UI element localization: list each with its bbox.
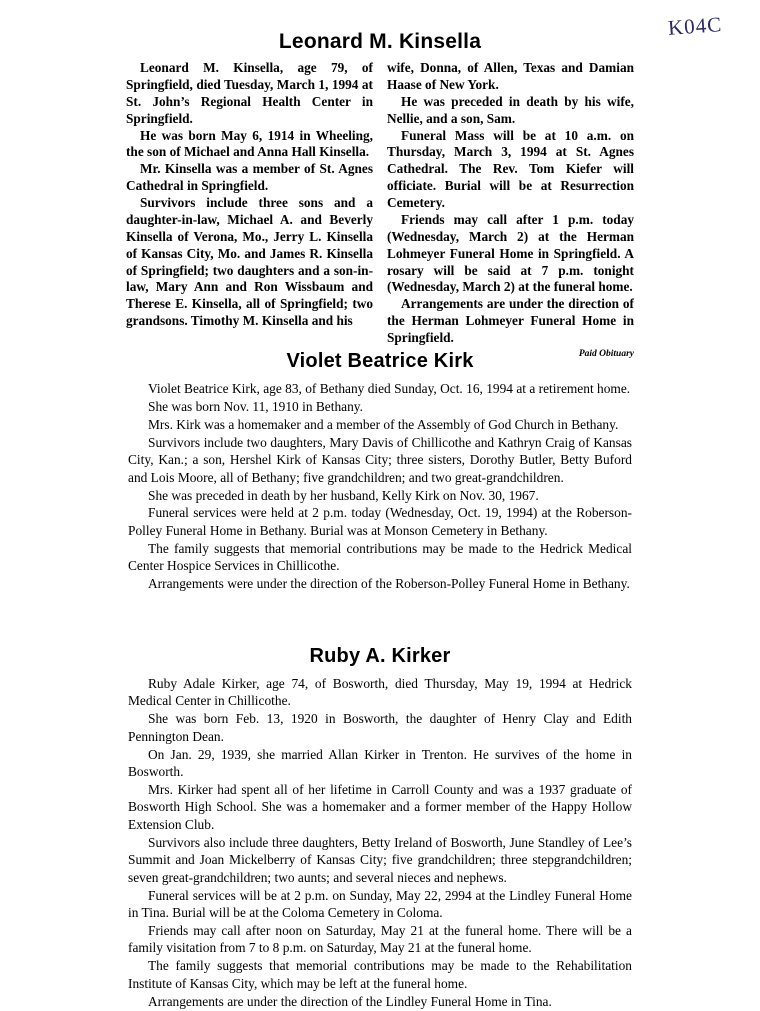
obituary-title-kirk: Violet Beatrice Kirk — [286, 350, 474, 372]
obituary-kinsella — [0, 30, 760, 360]
paragraph: Survivors include three sons and a daughter-in-law, Michael A. and Beverly Kinsella of Verona, Mo., Jerry L. Kinsella of Kansas City, Mo. and James R. Kinsella of Springfield; two daughters and a son-in-law, Mary Ann and Ron Wissbaum and Therese E. Kinsella, all of Springfield; two grandsons. Timothy M. Kinsella and his — [126, 195, 373, 329]
paragraph: She was born Feb. 13, 1920 in Bosworth, the daughter of Henry Clay and Edith Pennington Dean. — [128, 711, 632, 744]
paragraph: The family suggests that memorial contributions may be made to the Rehabilitation Institute of Kansas City, which may be left at the funeral home. — [128, 958, 632, 991]
handwritten-catalog-mark: K04C — [667, 12, 723, 40]
paragraph: Ruby Adale Kirker, age 74, of Bosworth, died Thursday, May 19, 1994 at Hedrick Medical Center in Chillicothe. — [128, 676, 632, 709]
paragraph: She was preceded in death by her husband, Kelly Kirk on Nov. 30, 1967. — [148, 487, 539, 503]
paragraph: Funeral services were held at 2 p.m. today (Wednesday, Oct. 19, 1994) at the Roberson-Polley Funeral Home in Bethany. Burial was at Monson Cemetery in Bethany. — [128, 505, 632, 538]
obituary-kirk — [0, 350, 760, 593]
obituary-kirker — [0, 645, 760, 1011]
paragraph: He was born May 6, 1914 in Wheeling, the son of Michael and Anna Hall Kinsella. — [126, 127, 373, 160]
paragraph: Funeral Mass will be at 10 a.m. on Thursday, March 3, 1994 at St. Agnes Cathedral. The Rev. Tom Kiefer will officiate. Burial will be at Resurrection Cemetery. — [387, 127, 634, 210]
obituary-kinsella-column-right — [387, 60, 634, 360]
paragraph: Leonard M. Kinsella, age 79, of Springfield, died Tuesday, March 1, 1994 at St. John’s Regional Health Center in Springfield. — [126, 60, 373, 126]
paragraph: Survivors also include three daughters, Betty Ireland of Bosworth, June Standley of Lee’s Summit and Joan Mickelberry of Kansas City; five grandchildren; three stepgrandchildren; seven great-grandchildren; two aunts; and several nieces and nephews. — [128, 834, 632, 885]
obituary-kirker-body — [128, 675, 632, 1010]
paragraph: She was born Nov. 11, 1910 in Bethany. — [148, 398, 363, 414]
paragraph: Violet Beatrice Kirk, age 83, of Bethany died Sunday, Oct. 16, 1994 at a retirement home. — [148, 381, 631, 396]
paid-obituary-note: Paid Obituary — [578, 348, 634, 359]
obituary-title-kirker: Ruby A. Kirker — [309, 645, 451, 667]
paragraph: Survivors include two daughters, Mary Davis of Chillicothe and Kathryn Craig of Kansas City, Kan.; a son, Hershel Kirk of Kansas City; three sisters, Dorothy Butler, Betty Buford and Lois Moore, all of Bethany; five grandchildren; and two great-grandchildren. — [128, 434, 632, 485]
paragraph: Mrs. Kirk was a homemaker and a member of the Assembly of God Church in Bethany. — [148, 416, 619, 432]
paragraph: The family suggests that memorial contributions may be made to the Hedrick Medical Center Hospice Services in Chillicothe. — [128, 540, 632, 574]
paragraph: Arrangements were under the direction of the Roberson-Polley Funeral Home in Bethany. — [148, 576, 630, 592]
paragraph: wife, Donna, of Allen, Texas and Damian Haase of New York. — [387, 60, 634, 92]
paragraph: Friends may call after noon on Saturday, May 21 at the funeral home. There will be a family visitation from 7 to 8 p.m. on Saturday, May 21 at the funeral home. — [128, 922, 632, 956]
paragraph: Mrs. Kirker had spent all of her lifetime in Carroll County and was a 1937 graduate of Bosworth High School. She was a homemaker and a former member of the Happy Hollow Extension Club. — [128, 782, 632, 832]
paragraph: Mr. Kinsella was a member of St. Agnes Cathedral in Springfield. — [126, 161, 373, 194]
paragraph: Arrangements are under the direction of the Herman Lohmeyer Funeral Home in Springfield. — [387, 296, 634, 345]
obituary-title-kinsella: Leonard M. Kinsella — [278, 30, 482, 53]
paragraph: On Jan. 29, 1939, she married Allan Kirker in Trenton. He survives of the home in Bosworth. — [128, 746, 632, 780]
obituary-kirk-body — [128, 380, 632, 593]
paragraph: He was preceded in death by his wife, Nellie, and a son, Sam. — [387, 93, 634, 126]
paragraph: Funeral services will be at 2 p.m. on Sunday, May 22, 2994 at the Lindley Funeral Home in Tina. Burial will be at the Coloma Cemetery in Coloma. — [128, 887, 632, 920]
obituary-kinsella-column-left — [126, 60, 373, 360]
paragraph: Friends may call after 1 p.m. today (Wednesday, March 2) at the Herman Lohmeyer Funeral Home in Springfield. A rosary will be said at 7 p.m. tonight (Wednesday, March 2) at the funeral home. — [387, 211, 634, 295]
paragraph: Arrangements are under the direction of the Lindley Funeral Home in Tina. — [148, 993, 552, 1009]
